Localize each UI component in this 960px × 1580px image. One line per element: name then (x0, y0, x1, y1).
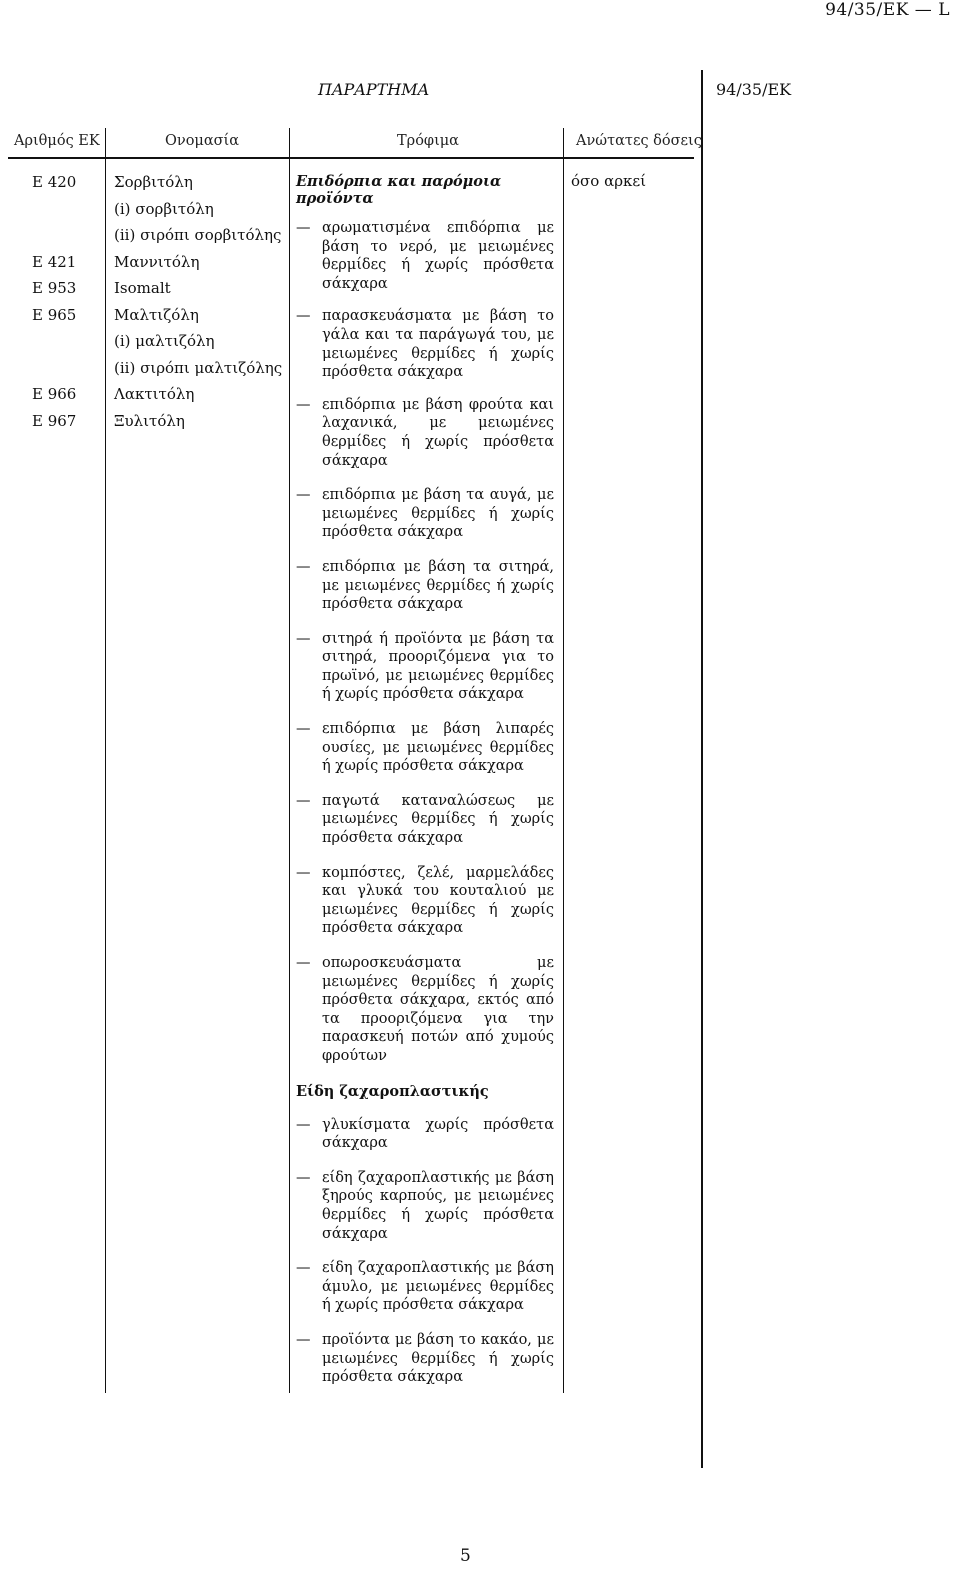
ec-number: Ε 965 (32, 305, 77, 324)
ec-number (32, 328, 76, 355)
food-item: — παγωτά καταναλώσεως με μειωμένες θερμίδες ή χωρίς πρόσθετα σάκχαρα (296, 792, 554, 848)
ec-number: Ε 967 (32, 411, 77, 430)
document-reference: 94/35/ΕΚ — L (825, 0, 950, 20)
column-header-ec-number: Αριθμός ΕΚ (14, 133, 100, 149)
additive-name: Μαννιτόλη (114, 252, 200, 271)
food-item: — είδη ζαχαροπλαστικής με βάση άμυλο, με μειωμένες θερμίδες ή χωρίς πρόσθετα σάκχαρα (296, 1259, 554, 1315)
food-item: — προϊόντα με βάση το κακάο, με μειωμένες θερμίδες ή χωρίς πρόσθετα σάκχαρα (296, 1331, 554, 1387)
food-item: — επιδόρπια με βάση φρούτα και λαχανικά, με μειωμένες θερμίδες ή χωρίς πρόσθετα σάκχαρα (296, 396, 554, 470)
food-item: — επιδόρπια με βάση τα σιτηρά, με μειωμένες θερμίδες ή χωρίς πρόσθετα σάκχαρα (296, 558, 554, 614)
additive-name: Ξυλιτόλη (114, 411, 185, 430)
additive-name: Μαλτιζόλη (114, 305, 199, 324)
ec-number: Ε 953 (32, 279, 77, 297)
food-item: — κομπόστες, ζελέ, μαρμελάδες και γλυκά του κουταλιού με μειωμένες θερμίδες ή χωρίς πρόσθετα σάκχαρα (296, 864, 554, 938)
additive-name: Isomalt (114, 279, 171, 297)
column-divider-1 (105, 128, 106, 1393)
food-item: — επιδόρπια με βάση λιπαρές ουσίες, με μειωμένες θερμίδες ή χωρίς πρόσθετα σάκχαρα (296, 720, 554, 776)
foodstuffs-column (296, 173, 554, 1387)
food-item: — επιδόρπια με βάση τα αυγά, με μειωμένες θερμίδες ή χωρίς πρόσθετα σάκχαρα (296, 486, 554, 542)
ec-number: Ε 966 (32, 385, 77, 403)
ec-number-list (32, 169, 76, 434)
ec-number (32, 222, 76, 249)
food-item: — σιτηρά ή προϊόντα με βάση τα σιτηρά, προοριζόμενα για το πρωϊνό, με μειωμένες θερμίδες ή χωρίς πρόσθετα σάκχαρα (296, 630, 554, 704)
food-item: — γλυκίσματα χωρίς πρόσθετα σάκχαρα (296, 1116, 554, 1153)
food-item: — είδη ζαχαροπλαστικής με βάση ξηρούς καρπούς, με μειωμένες θερμίδες ή χωρίς πρόσθετα σάκχαρα (296, 1169, 554, 1243)
annex-reference: 94/35/ΕΚ (716, 80, 792, 99)
ec-number (32, 196, 76, 223)
column-header-foodstuffs: Τρόφιμα (397, 133, 459, 149)
food-item: — παρασκευάσματα με βάση το γάλα και τα παράγωγά του, με μειωμένες θερμίδες ή χωρίς πρόσθετα σάκχαρα (296, 307, 554, 381)
additive-name-list (114, 169, 282, 434)
ec-number (32, 355, 76, 382)
section-heading-confectionery: Είδη ζαχαροπλαστικής (296, 1082, 489, 1100)
ec-number: Ε 421 (32, 252, 77, 271)
column-divider-3 (563, 128, 564, 1393)
ec-number: Ε 420 (32, 173, 77, 191)
additive-name: Σορβιτόλη (114, 173, 193, 191)
additive-name: (i) σορβιτόλη (114, 199, 214, 218)
header-rule (8, 157, 694, 159)
section-heading-desserts: Επιδόρπια και παρόμοια προϊόντα (296, 173, 502, 207)
column-header-max-dose: Ανώτατες δόσεις (576, 133, 702, 149)
column-divider-2 (289, 128, 290, 1393)
additive-name: (ii) σιρόπι σορβιτόλης (114, 226, 282, 244)
additive-name: (i) μαλτιζόλη (114, 332, 215, 350)
food-item: — αρωματισμένα επιδόρπια με βάση το νερό, με μειωμένες θερμίδες ή χωρίς πρόσθετα σάκχαρα (296, 219, 554, 293)
right-margin-rule (701, 70, 703, 1468)
food-item: — οπωροσκευάσματα με μειωμένες θερμίδες ή χωρίς πρόσθετα σάκχαρα, εκτός από τα προοριζόμενα για την παρασκευή ποτών από χυμούς φρούτων (296, 954, 554, 1066)
additive-name: (ii) σιρόπι μαλτιζόλης (114, 358, 283, 377)
column-header-name: Ονομασία (165, 133, 240, 149)
max-dose-value: όσο αρκεί (571, 172, 647, 190)
additive-name: Λακτιτόλη (114, 385, 195, 403)
annex-title: ΠΑΡΑΡΤΗΜΑ (318, 80, 430, 99)
page-number: 5 (460, 1546, 471, 1566)
